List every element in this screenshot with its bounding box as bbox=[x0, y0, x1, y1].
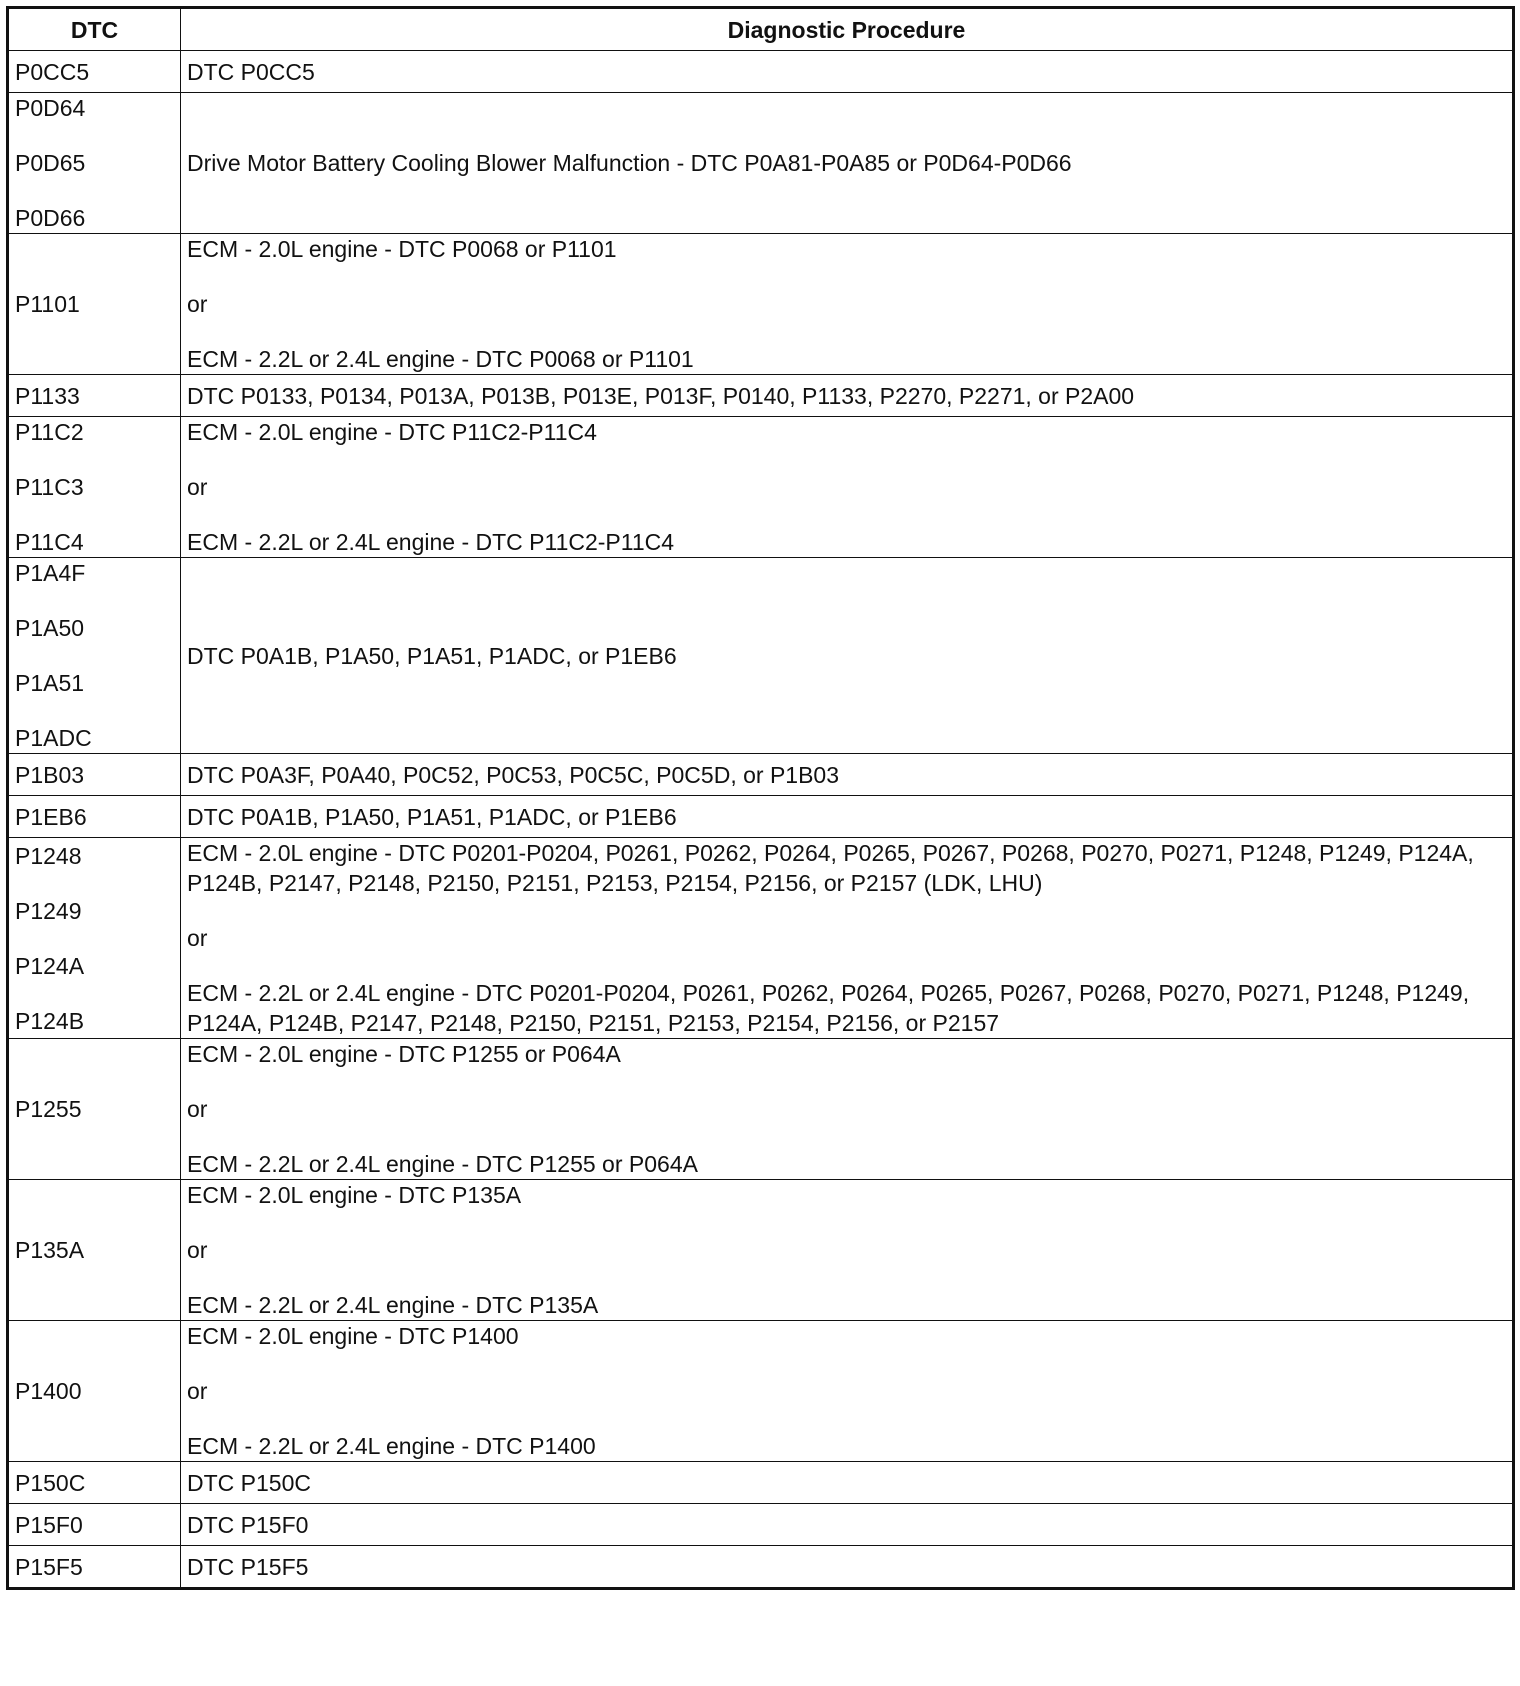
table-row bbox=[8, 93, 1514, 234]
table-row bbox=[8, 417, 1514, 558]
dtc-code: P15F0 bbox=[15, 1511, 83, 1538]
procedure-cell bbox=[181, 796, 1514, 838]
procedure-cell bbox=[181, 838, 1514, 1039]
dtc-code-cell bbox=[8, 93, 181, 234]
procedure-link[interactable]: ECM - 2.0L engine - DTC P1255 or P064A bbox=[187, 1041, 621, 1067]
procedure-or-separator: or bbox=[187, 474, 208, 500]
dtc-code-cell bbox=[8, 1546, 181, 1589]
dtc-code-cell bbox=[8, 1180, 181, 1321]
dtc-code: P135A bbox=[15, 1237, 85, 1263]
dtc-document bbox=[6, 6, 1512, 1590]
table-row bbox=[8, 838, 1514, 1039]
dtc-code-cell bbox=[8, 1504, 181, 1546]
procedure-link[interactable]: ECM - 2.0L engine - DTC P1400 bbox=[187, 1323, 519, 1349]
procedure-cell bbox=[181, 234, 1514, 375]
procedure-link[interactable]: ECM - 2.2L or 2.4L engine - DTC P135A bbox=[187, 1292, 599, 1318]
dtc-code: P11C4 bbox=[15, 529, 84, 555]
table-row bbox=[8, 1462, 1514, 1504]
dtc-code: P11C2 bbox=[15, 419, 84, 445]
procedure-link[interactable]: ECM - 2.0L engine - DTC P0068 or P1101 bbox=[187, 236, 617, 262]
dtc-code-cell bbox=[8, 234, 181, 375]
procedure-link[interactable]: DTC P0CC5 bbox=[187, 58, 315, 85]
dtc-code: P1A4F bbox=[15, 560, 86, 586]
dtc-table bbox=[6, 6, 1515, 1590]
procedure-cell bbox=[181, 375, 1514, 417]
table-row bbox=[8, 1180, 1514, 1321]
dtc-code: P0D65 bbox=[15, 150, 86, 176]
dtc-code: P1101 bbox=[15, 291, 80, 317]
table-row bbox=[8, 754, 1514, 796]
dtc-code-cell bbox=[8, 838, 181, 1039]
table-row bbox=[8, 1321, 1514, 1462]
dtc-code-cell bbox=[8, 1039, 181, 1180]
header-dtc: DTC bbox=[8, 8, 181, 51]
dtc-code: P1133 bbox=[15, 382, 80, 409]
dtc-code: P1ADC bbox=[15, 725, 92, 751]
procedure-or-separator: or bbox=[187, 1096, 208, 1122]
dtc-code-cell bbox=[8, 51, 181, 93]
procedure-link[interactable]: DTC P0A3F, P0A40, P0C52, P0C53, P0C5C, P0C5D, or P1B03 bbox=[187, 761, 839, 788]
header-procedure: Diagnostic Procedure bbox=[181, 8, 1514, 51]
table-row bbox=[8, 51, 1514, 93]
dtc-code: P150C bbox=[15, 1469, 86, 1496]
dtc-code: P1A51 bbox=[15, 670, 85, 696]
procedure-cell bbox=[181, 1321, 1514, 1462]
procedure-link[interactable]: ECM - 2.0L engine - DTC P135A bbox=[187, 1182, 522, 1208]
procedure-link[interactable]: ECM - 2.0L engine - DTC P0201-P0204, P0261, P0262, P0264, P0265, P0267, P0268, P0270, P0271, P1248, P1249, P124A, P124B, P2147, P2148, P2150, P2151, P2153, P2154, P2156, or P2157 (LDK, LHU) bbox=[187, 840, 1474, 896]
procedure-cell bbox=[181, 417, 1514, 558]
procedure-cell bbox=[181, 51, 1514, 93]
table-row bbox=[8, 375, 1514, 417]
procedure-cell bbox=[181, 1039, 1514, 1180]
procedure-link[interactable]: DTC P0A1B, P1A50, P1A51, P1ADC, or P1EB6 bbox=[187, 803, 677, 830]
dtc-code: P1249 bbox=[15, 897, 82, 924]
dtc-code: P1400 bbox=[15, 1378, 82, 1404]
dtc-code-cell bbox=[8, 1321, 181, 1462]
dtc-code-cell bbox=[8, 796, 181, 838]
dtc-code: P11C3 bbox=[15, 474, 84, 500]
procedure-or-separator: or bbox=[187, 1378, 208, 1404]
table-row bbox=[8, 558, 1514, 754]
table-row bbox=[8, 234, 1514, 375]
dtc-code-cell bbox=[8, 417, 181, 558]
dtc-code: P1EB6 bbox=[15, 803, 87, 830]
dtc-code-cell bbox=[8, 375, 181, 417]
dtc-code: P1A50 bbox=[15, 615, 85, 641]
dtc-code: P1248 bbox=[15, 842, 82, 869]
table-row bbox=[8, 1504, 1514, 1546]
procedure-or-separator: or bbox=[187, 1237, 208, 1263]
procedure-cell bbox=[181, 558, 1514, 754]
procedure-link[interactable]: ECM - 2.2L or 2.4L engine - DTC P1255 or P064A bbox=[187, 1151, 698, 1177]
procedure-cell bbox=[181, 1462, 1514, 1504]
procedure-cell bbox=[181, 754, 1514, 796]
procedure-link[interactable]: ECM - 2.2L or 2.4L engine - DTC P11C2-P11C4 bbox=[187, 529, 675, 555]
procedure-link[interactable]: ECM - 2.0L engine - DTC P11C2-P11C4 bbox=[187, 419, 597, 445]
dtc-code: P0CC5 bbox=[15, 58, 90, 85]
procedure-link[interactable]: DTC P150C bbox=[187, 1469, 311, 1496]
procedure-or-separator: or bbox=[187, 291, 208, 317]
dtc-code-cell bbox=[8, 754, 181, 796]
dtc-code: P15F5 bbox=[15, 1553, 83, 1580]
procedure-link[interactable]: DTC P15F5 bbox=[187, 1553, 309, 1580]
procedure-or-separator: or bbox=[187, 925, 208, 951]
dtc-code: P124A bbox=[15, 952, 85, 979]
procedure-cell bbox=[181, 1546, 1514, 1589]
table-row bbox=[8, 1546, 1514, 1589]
dtc-code-cell bbox=[8, 558, 181, 754]
dtc-code-cell bbox=[8, 1462, 181, 1504]
table-row bbox=[8, 1039, 1514, 1180]
dtc-code: P1B03 bbox=[15, 761, 85, 788]
dtc-code: P1255 bbox=[15, 1096, 82, 1122]
procedure-link[interactable]: DTC P15F0 bbox=[187, 1511, 309, 1538]
procedure-cell bbox=[181, 1180, 1514, 1321]
dtc-code: P0D64 bbox=[15, 95, 86, 121]
table-row bbox=[8, 796, 1514, 838]
procedure-link[interactable]: ECM - 2.2L or 2.4L engine - DTC P1400 bbox=[187, 1433, 596, 1459]
procedure-cell bbox=[181, 93, 1514, 234]
table-body bbox=[8, 51, 1514, 1589]
procedure-cell bbox=[181, 1504, 1514, 1546]
header-row bbox=[8, 8, 1514, 51]
procedure-link[interactable]: ECM - 2.2L or 2.4L engine - DTC P0068 or P1101 bbox=[187, 346, 694, 372]
procedure-link[interactable]: DTC P0A1B, P1A50, P1A51, P1ADC, or P1EB6 bbox=[187, 642, 677, 669]
procedure-link[interactable]: DTC P0133, P0134, P013A, P013B, P013E, P013F, P0140, P1133, P2270, P2271, or P2A00 bbox=[187, 382, 1135, 409]
dtc-code: P124B bbox=[15, 1007, 85, 1034]
procedure-link[interactable]: Drive Motor Battery Cooling Blower Malfunction - DTC P0A81-P0A85 or P0D64-P0D66 bbox=[187, 150, 1072, 176]
procedure-link[interactable]: ECM - 2.2L or 2.4L engine - DTC P0201-P0204, P0261, P0262, P0264, P0265, P0267, P0268, P0270, P0271, P1248, P1249, P124A, P124B, P2147, P2148, P2150, P2151, P2153, P2154, P2156, or P2157 bbox=[187, 980, 1470, 1036]
dtc-code: P0D66 bbox=[15, 205, 86, 231]
